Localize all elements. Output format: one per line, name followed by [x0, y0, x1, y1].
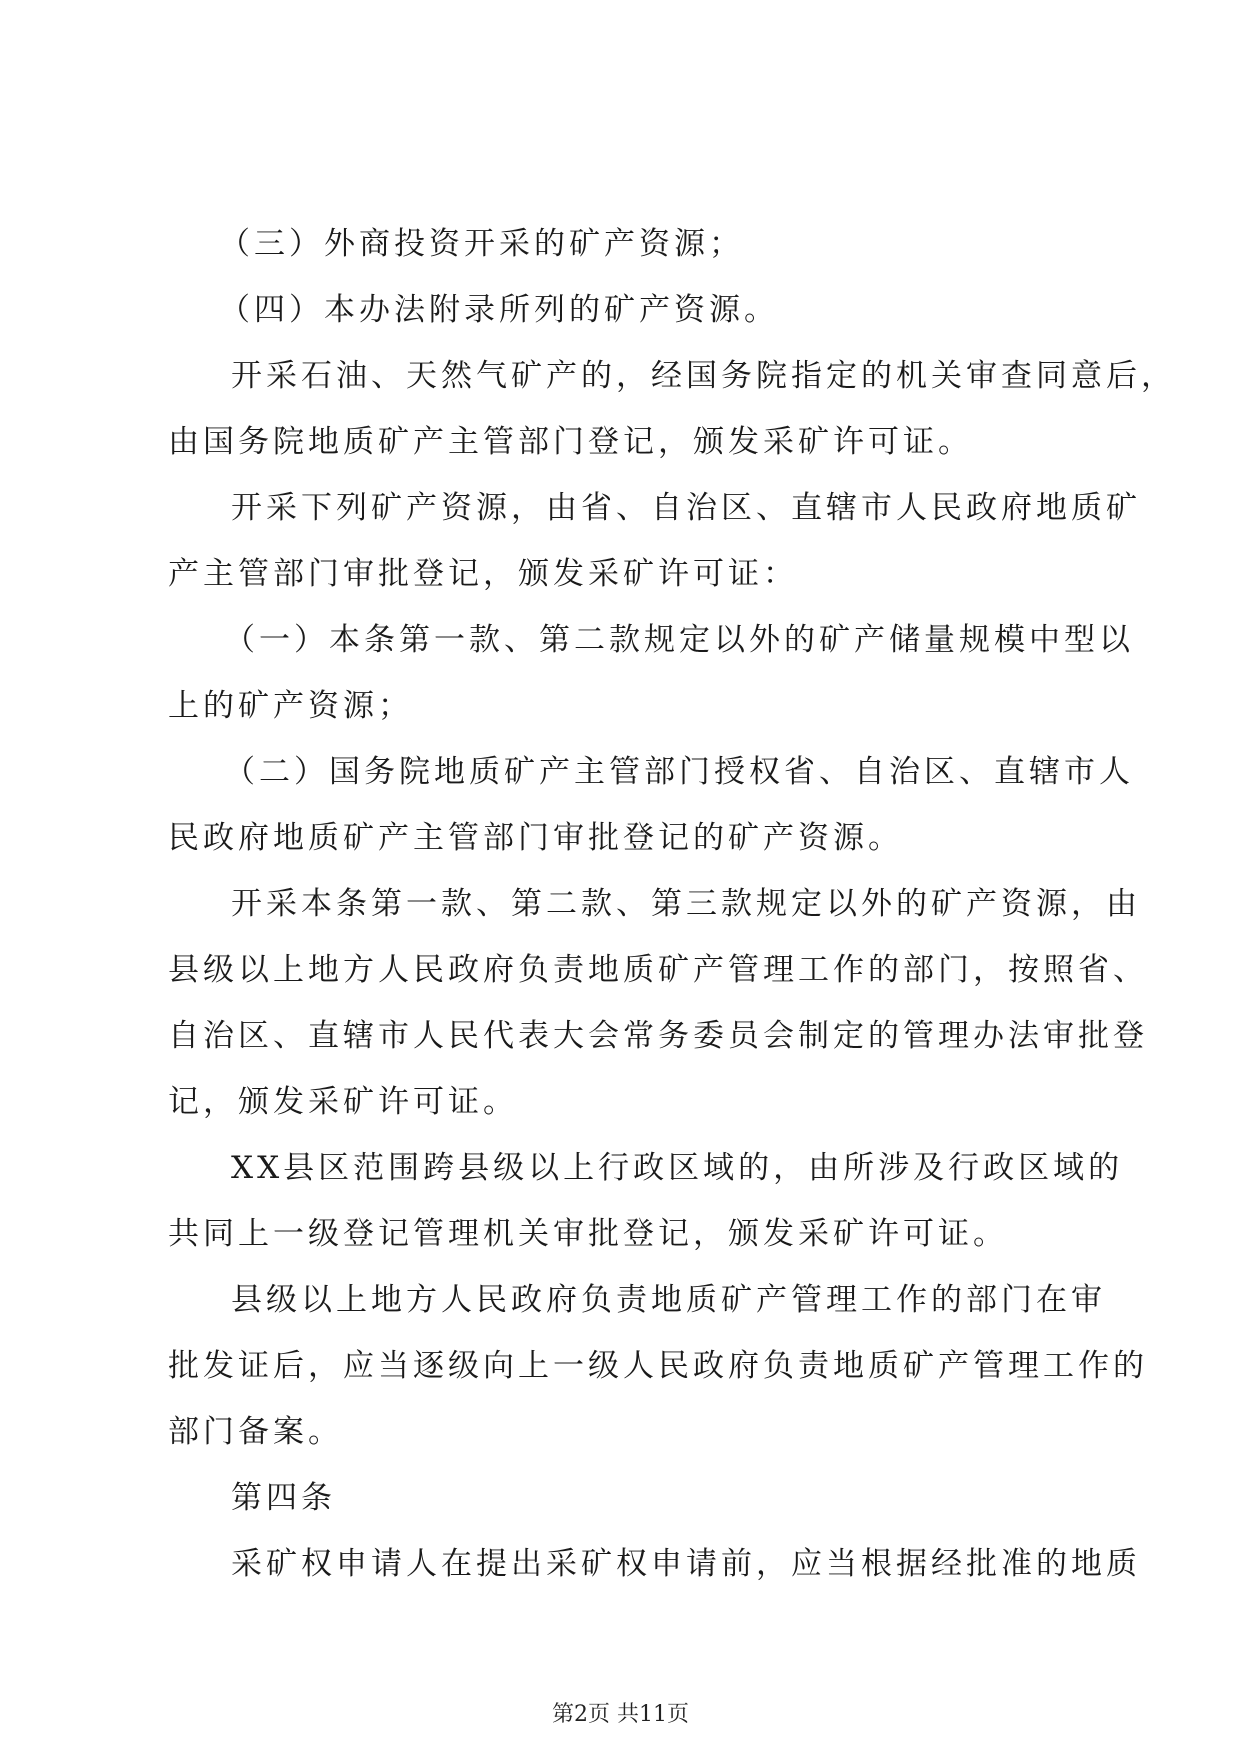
- paragraph-line: XX县区范围跨县级以上行政区域的，由所涉及行政区域的: [231, 1150, 1124, 1186]
- paragraph-line: 上的矿产资源；: [168, 688, 413, 724]
- section-heading: 第四条: [231, 1480, 336, 1516]
- paragraph-line: 开采石油、天然气矿产的，经国务院指定的机关审查同意后，: [231, 358, 1176, 394]
- paragraph-line: 县级以上地方人民政府负责地质矿产管理工作的部门在审: [231, 1282, 1106, 1318]
- paragraph-line: 县级以上地方人民政府负责地质矿产管理工作的部门，按照省、: [168, 952, 1148, 988]
- paragraph-line: 产主管部门审批登记，颁发采矿许可证：: [168, 556, 798, 592]
- paragraph-line: 记，颁发采矿许可证。: [168, 1084, 518, 1120]
- paragraph-line: 开采本条第一款、第二款、第三款规定以外的矿产资源，由: [231, 886, 1141, 922]
- page-footer: 第2页 共11页: [552, 1702, 689, 1727]
- paragraph-line: 采矿权申请人在提出采矿权申请前，应当根据经批准的地质: [231, 1546, 1141, 1582]
- paragraph-line: （三）外商投资开采的矿产资源；: [219, 226, 744, 262]
- paragraph-line: 部门备案。: [168, 1414, 343, 1450]
- paragraph-line: （二）国务院地质矿产主管部门授权省、自治区、直辖市人: [224, 754, 1134, 790]
- paragraph-line: 开采下列矿产资源，由省、自治区、直辖市人民政府地质矿: [231, 490, 1141, 526]
- paragraph-line: 由国务院地质矿产主管部门登记，颁发采矿许可证。: [168, 424, 973, 460]
- paragraph-line: 批发证后，应当逐级向上一级人民政府负责地质矿产管理工作的: [168, 1348, 1148, 1384]
- paragraph-line: （四）本办法附录所列的矿产资源。: [219, 292, 779, 328]
- paragraph-line: 民政府地质矿产主管部门审批登记的矿产资源。: [168, 820, 903, 856]
- paragraph-line: 自治区、直辖市人民代表大会常务委员会制定的管理办法审批登: [168, 1018, 1148, 1054]
- paragraph-line: （一）本条第一款、第二款规定以外的矿产储量规模中型以: [224, 622, 1134, 658]
- paragraph-line: 共同上一级登记管理机关审批登记，颁发采矿许可证。: [168, 1216, 1008, 1252]
